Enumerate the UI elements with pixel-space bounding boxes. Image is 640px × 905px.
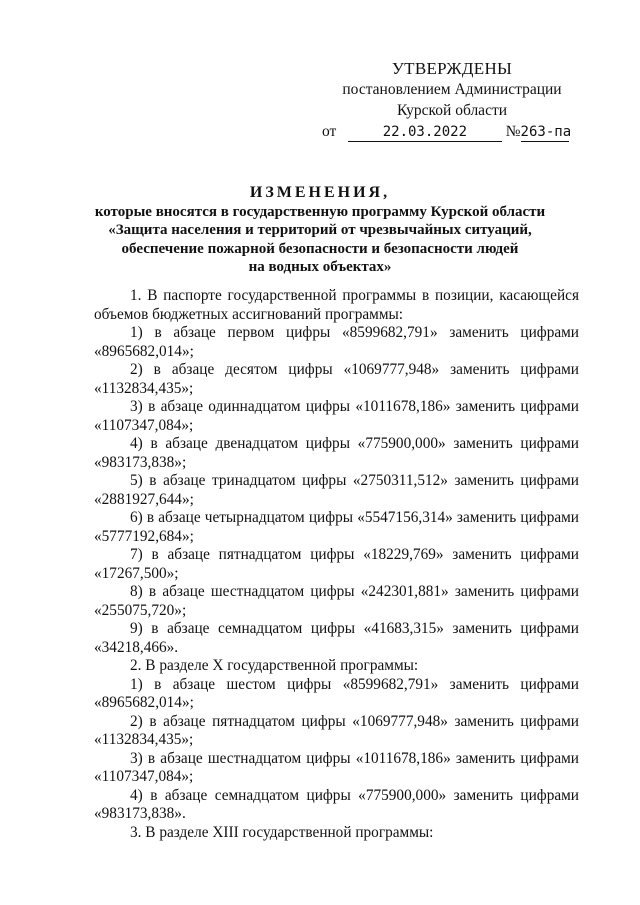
body-paragraph: 3) в абзаце шестнадцатом цифры «1011678,186» заменить цифрами «1107347,084»; xyxy=(94,749,579,785)
body-paragraph: 9) в абзаце семнадцатом цифры «41683,315» заменить цифрами «34218,466». xyxy=(94,620,579,656)
approval-line-2: Курской области xyxy=(396,102,508,119)
approval-line-1: постановлением Администрации xyxy=(342,81,562,98)
date-value: 22.03.2022 xyxy=(348,124,502,142)
body-paragraph: 2) в абзаце десятом цифры «1069777,948» заменить цифрами «1132834,435»; xyxy=(94,361,579,397)
title-line: на водных объектах» xyxy=(248,259,392,275)
approval-stamp xyxy=(322,58,582,142)
body-paragraph: 1) в абзаце первом цифры «8599682,791» заменить цифрами «8965682,014»; xyxy=(94,324,579,360)
body-paragraph: 8) в абзаце шестнадцатом цифры «242301,881» заменить цифрами «255075,720»; xyxy=(94,583,579,619)
body-paragraph: 4) в абзаце семнадцатом цифры «775900,000» заменить цифрами «983173,838». xyxy=(94,786,579,822)
approval-date-row xyxy=(322,121,582,142)
title-line: «Защита населения и территорий от чрезвычайных ситуаций, xyxy=(108,222,532,238)
body-paragraph: 3. В разделе XIII государственной программы: xyxy=(130,823,434,841)
body-paragraph: 2. В разделе X государственной программы: xyxy=(130,657,419,674)
date-label: от xyxy=(322,123,337,140)
title-heading: ИЗМЕНЕНИЯ, xyxy=(249,184,391,201)
body-paragraph: 3) в абзаце одиннадцатом цифры «1011678,186» заменить цифрами «1107347,084»; xyxy=(94,398,579,434)
body-paragraph: 4) в абзаце двенадцатом цифры «775900,000» заменить цифрами «983173,838»; xyxy=(94,435,579,471)
body-paragraph: 6) в абзаце четырнадцатом цифры «5547156,314» заменить цифрами «5777192,684»; xyxy=(94,509,579,545)
body-paragraph: 5) в абзаце тринадцатом цифры «2750311,512» заменить цифрами «2881927,644»; xyxy=(94,472,579,508)
body-paragraph: 1. В паспорте государственной программы в позиции, касающейся объемов бюджетных ассигнований программы: xyxy=(94,287,579,323)
approval-heading: УТВЕРЖДЕНЫ xyxy=(391,59,513,78)
document-body xyxy=(94,287,579,842)
number-value: 263-па xyxy=(520,124,572,140)
number-label: № xyxy=(505,123,521,140)
body-paragraph: 7) в абзаце пятнадцатом цифры «18229,769» заменить цифрами «17267,500»; xyxy=(94,546,579,582)
body-paragraph: 1) в абзаце шестом цифры «8599682,791» заменить цифрами «8965682,014»; xyxy=(94,675,579,711)
document-title xyxy=(60,184,580,277)
title-line: которые вносятся в государственную программу Курской области xyxy=(94,203,546,220)
title-line: обеспечение пожарной безопасности и безопасности людей xyxy=(121,240,519,257)
body-paragraph: 2) в абзаце пятнадцатом цифры «1069777,948» заменить цифрами «1132834,435»; xyxy=(94,712,579,748)
